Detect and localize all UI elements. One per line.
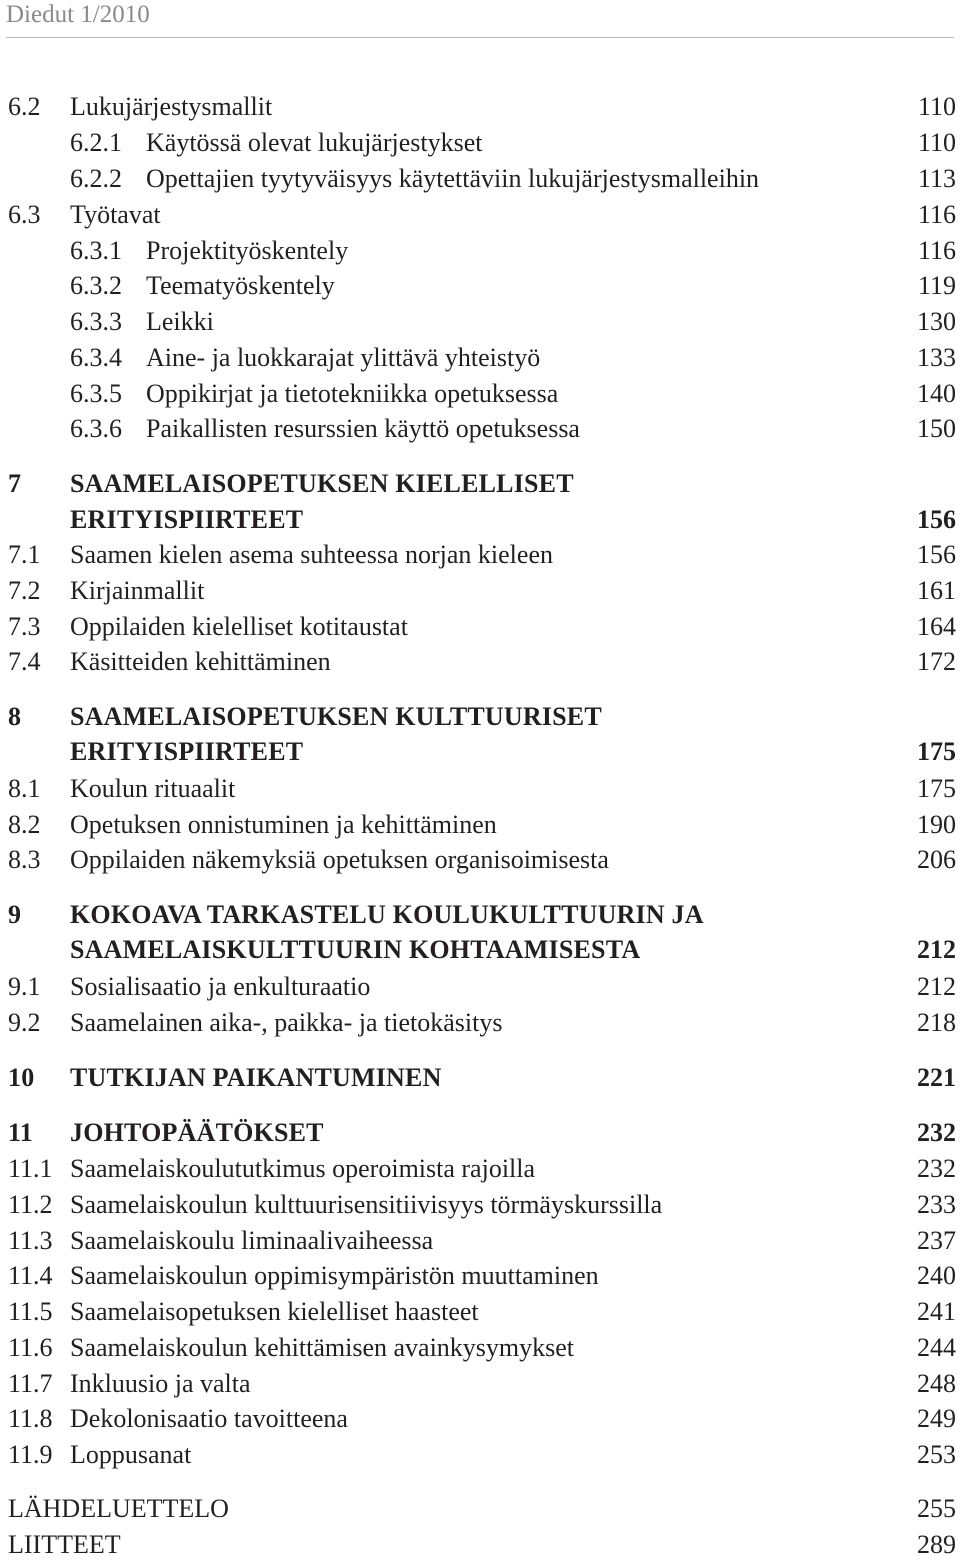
toc-entry-number: 10 xyxy=(8,1063,35,1092)
toc-entry-page: 241 xyxy=(917,1297,956,1326)
toc-entry-page: 190 xyxy=(917,810,956,839)
toc-entry-page: 289 xyxy=(917,1530,956,1559)
toc-entry-title: Saamelaiskoulun kehittämisen avainkysymykset xyxy=(70,1333,575,1362)
toc-entry-page: 113 xyxy=(917,164,956,193)
toc-entry-title: LÄHDELUETTELO xyxy=(8,1494,229,1523)
running-header: Diedut 1/2010 xyxy=(6,1,150,28)
toc-entry[interactable] xyxy=(0,411,960,447)
toc-entry-page: 237 xyxy=(917,1226,956,1255)
toc-entry-page: 221 xyxy=(917,1063,956,1092)
toc-entry-title: Saamen kielen asema suhteessa norjan kieleen xyxy=(70,540,553,569)
toc-entry-number: 9.2 xyxy=(8,1008,41,1037)
toc-entry-page: 150 xyxy=(917,414,956,443)
toc-entry-title: SAAMELAISOPETUKSEN KULTTUURISET xyxy=(70,702,602,731)
toc-entry-title: Saamelaiskoulututkimus operoimista rajoilla xyxy=(70,1154,536,1183)
toc-entry[interactable] xyxy=(0,197,960,233)
toc-entry[interactable] xyxy=(0,233,960,269)
toc-entry-number: 6.3.1 xyxy=(70,236,122,265)
toc-entry-title: SAAMELAISOPETUKSEN KIELELLISET xyxy=(70,469,574,498)
toc-entry-number: 6.2 xyxy=(8,92,41,121)
toc-entry-number: 7.2 xyxy=(8,576,41,605)
toc-entry-title: Koulun rituaalit xyxy=(70,774,236,803)
toc-entry-number: 7 xyxy=(8,469,22,498)
toc-entry[interactable] xyxy=(0,268,960,304)
toc-entry-page: 249 xyxy=(917,1404,956,1433)
toc-entry-page: 232 xyxy=(917,1154,956,1183)
toc-entry-page: 212 xyxy=(917,935,956,964)
toc-entry-page: 218 xyxy=(917,1008,956,1037)
toc-entry[interactable] xyxy=(0,842,960,878)
toc-entry-page: 119 xyxy=(917,271,956,300)
toc-entry-number: 11.3 xyxy=(8,1226,53,1255)
toc-entry-number: 6.3.2 xyxy=(70,271,122,300)
toc-entry-title: Käytössä olevat lukujärjestykset xyxy=(146,128,483,157)
toc-entry-page: 175 xyxy=(917,737,956,766)
toc-entry[interactable] xyxy=(0,1330,960,1366)
toc-entry-title: ERITYISPIIRTEET xyxy=(70,505,304,534)
toc-entry-number: 11.8 xyxy=(8,1404,53,1433)
toc-entry-number: 11.1 xyxy=(8,1154,53,1183)
toc-entry-number: 9.1 xyxy=(8,972,41,1001)
toc-entry[interactable] xyxy=(0,1187,960,1223)
toc-entry[interactable] xyxy=(0,1437,960,1473)
toc-entry-title: KOKOAVA TARKASTELU KOULUKULTTUURIN JA xyxy=(70,900,704,929)
toc-entry-title: LIITTEET xyxy=(8,1530,121,1559)
toc-entry-page: 116 xyxy=(917,200,956,229)
toc-entry[interactable] xyxy=(0,771,960,807)
toc-entry[interactable] xyxy=(0,304,960,340)
toc-entry-page: 175 xyxy=(917,774,956,803)
toc-entry-number: 7.1 xyxy=(8,540,41,569)
toc-entry-page: 172 xyxy=(917,647,956,676)
toc-entry-title: Aine- ja luokkarajat ylittävä yhteistyö xyxy=(146,343,541,372)
toc-entry-title: Saamelaiskoulun kulttuurisensitiivisyys törmäyskurssilla xyxy=(70,1190,663,1219)
toc-entry-number: 6.2.1 xyxy=(70,128,122,157)
toc-entry[interactable] xyxy=(0,161,960,197)
toc-entry-page: 232 xyxy=(917,1118,956,1147)
toc-entry-page: 156 xyxy=(917,505,956,534)
toc-entry-page: 244 xyxy=(917,1333,956,1362)
toc-entry-page: 212 xyxy=(917,972,956,1001)
toc-entry-page: 156 xyxy=(917,540,956,569)
toc-entry-title: Kirjainmallit xyxy=(70,576,205,605)
toc-entry-number: 7.4 xyxy=(8,647,41,676)
toc-entry[interactable] xyxy=(0,1060,960,1096)
toc-entry-title: Opettajien tyytyväisyys käytettäviin lukujärjestysmalleihin xyxy=(146,164,760,193)
toc-entry-title: Projektityöskentely xyxy=(146,236,349,265)
toc-entry[interactable] xyxy=(0,89,960,125)
toc-entry[interactable] xyxy=(0,125,960,161)
toc-entry-page: 164 xyxy=(917,612,956,641)
toc-entry-page: 110 xyxy=(917,92,956,121)
toc-entry-page: 233 xyxy=(917,1190,956,1219)
toc-entry[interactable] xyxy=(0,699,960,735)
toc-entry[interactable] xyxy=(0,1527,960,1563)
toc-entry-title: Oppikirjat ja tietotekniikka opetuksessa xyxy=(146,379,559,408)
toc-entry-page: 133 xyxy=(917,343,956,372)
toc-entry-title: JOHTOPÄÄTÖKSET xyxy=(70,1118,324,1147)
toc-entry[interactable] xyxy=(0,1115,960,1151)
toc-entry-number: 6.3.4 xyxy=(70,343,122,372)
toc-entry-title: Leikki xyxy=(146,307,214,336)
toc-entry-page: 140 xyxy=(917,379,956,408)
toc-entry[interactable] xyxy=(0,969,960,1005)
toc-entry[interactable] xyxy=(0,932,960,968)
toc-entry-title: Sosialisaatio ja enkulturaatio xyxy=(70,972,371,1001)
toc-entry-title: TUTKIJAN PAIKANTUMINEN xyxy=(70,1063,442,1092)
toc-entry-title: Käsitteiden kehittäminen xyxy=(70,647,331,676)
toc-entry[interactable] xyxy=(0,502,960,538)
toc-entry-number: 11.2 xyxy=(8,1190,53,1219)
toc-entry-number: 8.2 xyxy=(8,810,41,839)
toc-entry-title: Inkluusio ja valta xyxy=(70,1369,251,1398)
toc-entry-title: Työtavat xyxy=(70,200,161,229)
toc-entry[interactable] xyxy=(0,1491,960,1527)
toc-entry-page: 240 xyxy=(917,1261,956,1290)
toc-entry-title: Oppilaiden kielelliset kotitaustat xyxy=(70,612,408,641)
toc-entry-number: 11.6 xyxy=(8,1333,53,1362)
toc-entry[interactable] xyxy=(0,573,960,609)
toc-entry[interactable] xyxy=(0,376,960,412)
toc-entry-page: 206 xyxy=(917,845,956,874)
toc-entry[interactable] xyxy=(0,537,960,573)
toc-entry-number: 8.3 xyxy=(8,845,41,874)
toc-entry-title: Dekolonisaatio tavoitteena xyxy=(70,1404,348,1433)
toc-entry-title: Saamelaiskoulu liminaalivaiheessa xyxy=(70,1226,434,1255)
toc-entry-title: Saamelaisopetuksen kielelliset haasteet xyxy=(70,1297,479,1326)
toc-entry[interactable] xyxy=(0,807,960,843)
toc-entry-number: 7.3 xyxy=(8,612,41,641)
toc-entry-page: 110 xyxy=(917,128,956,157)
toc-entry-number: 6.3.3 xyxy=(70,307,122,336)
toc-entry-page: 248 xyxy=(917,1369,956,1398)
toc-entry-page: 130 xyxy=(917,307,956,336)
toc-entry-number: 6.2.2 xyxy=(70,164,122,193)
toc-entry[interactable] xyxy=(0,1401,960,1437)
toc-entry-number: 11.7 xyxy=(8,1369,53,1398)
toc-entry-title: Loppusanat xyxy=(70,1440,192,1469)
toc-entry-number: 9 xyxy=(8,900,22,929)
toc-entry-number: 6.3 xyxy=(8,200,41,229)
toc-entry-title: Saamelainen aika-, paikka- ja tietokäsitys xyxy=(70,1008,503,1037)
toc-entry[interactable] xyxy=(0,734,960,770)
toc-entry-number: 6.3.5 xyxy=(70,379,122,408)
toc-entry[interactable] xyxy=(0,1294,960,1330)
toc-entry-title: Oppilaiden näkemyksiä opetuksen organisoimisesta xyxy=(70,845,609,874)
toc-entry-number: 8 xyxy=(8,702,22,731)
toc-entry-title: Saamelaiskoulun oppimisympäristön muuttaminen xyxy=(70,1261,599,1290)
toc-entry-title: SAAMELAISKULTTUURIN KOHTAAMISESTA xyxy=(70,935,641,964)
toc-entry[interactable] xyxy=(0,340,960,376)
toc-entry-page: 255 xyxy=(917,1494,956,1523)
toc-entry[interactable] xyxy=(0,897,960,933)
toc-entry-title: Opetuksen onnistuminen ja kehittäminen xyxy=(70,810,497,839)
toc-entry[interactable] xyxy=(0,1258,960,1294)
toc-entry-number: 11.4 xyxy=(8,1261,53,1290)
toc-entry-title: ERITYISPIIRTEET xyxy=(70,737,304,766)
toc-entry-title: Lukujärjestysmallit xyxy=(70,92,273,121)
toc-entry[interactable] xyxy=(0,644,960,680)
toc-entry-number: 6.3.6 xyxy=(70,414,122,443)
toc-entry-page: 116 xyxy=(917,236,956,265)
toc-entry[interactable] xyxy=(0,609,960,645)
toc-entry-number: 8.1 xyxy=(8,774,41,803)
toc-entry-number: 11.9 xyxy=(8,1440,53,1469)
toc-entry[interactable] xyxy=(0,1151,960,1187)
toc-entry[interactable] xyxy=(0,1223,960,1259)
toc-entry[interactable] xyxy=(0,1005,960,1041)
toc-entry-page: 253 xyxy=(917,1440,956,1469)
toc-entry-page: 161 xyxy=(917,576,956,605)
toc-entry[interactable] xyxy=(0,1366,960,1402)
toc-entry[interactable] xyxy=(0,466,960,502)
toc-entry-number: 11 xyxy=(8,1118,33,1147)
toc-entry-number: 11.5 xyxy=(8,1297,53,1326)
toc-entry-title: Paikallisten resurssien käyttö opetuksessa xyxy=(146,414,580,443)
toc-entry-title: Teematyöskentely xyxy=(146,271,335,300)
